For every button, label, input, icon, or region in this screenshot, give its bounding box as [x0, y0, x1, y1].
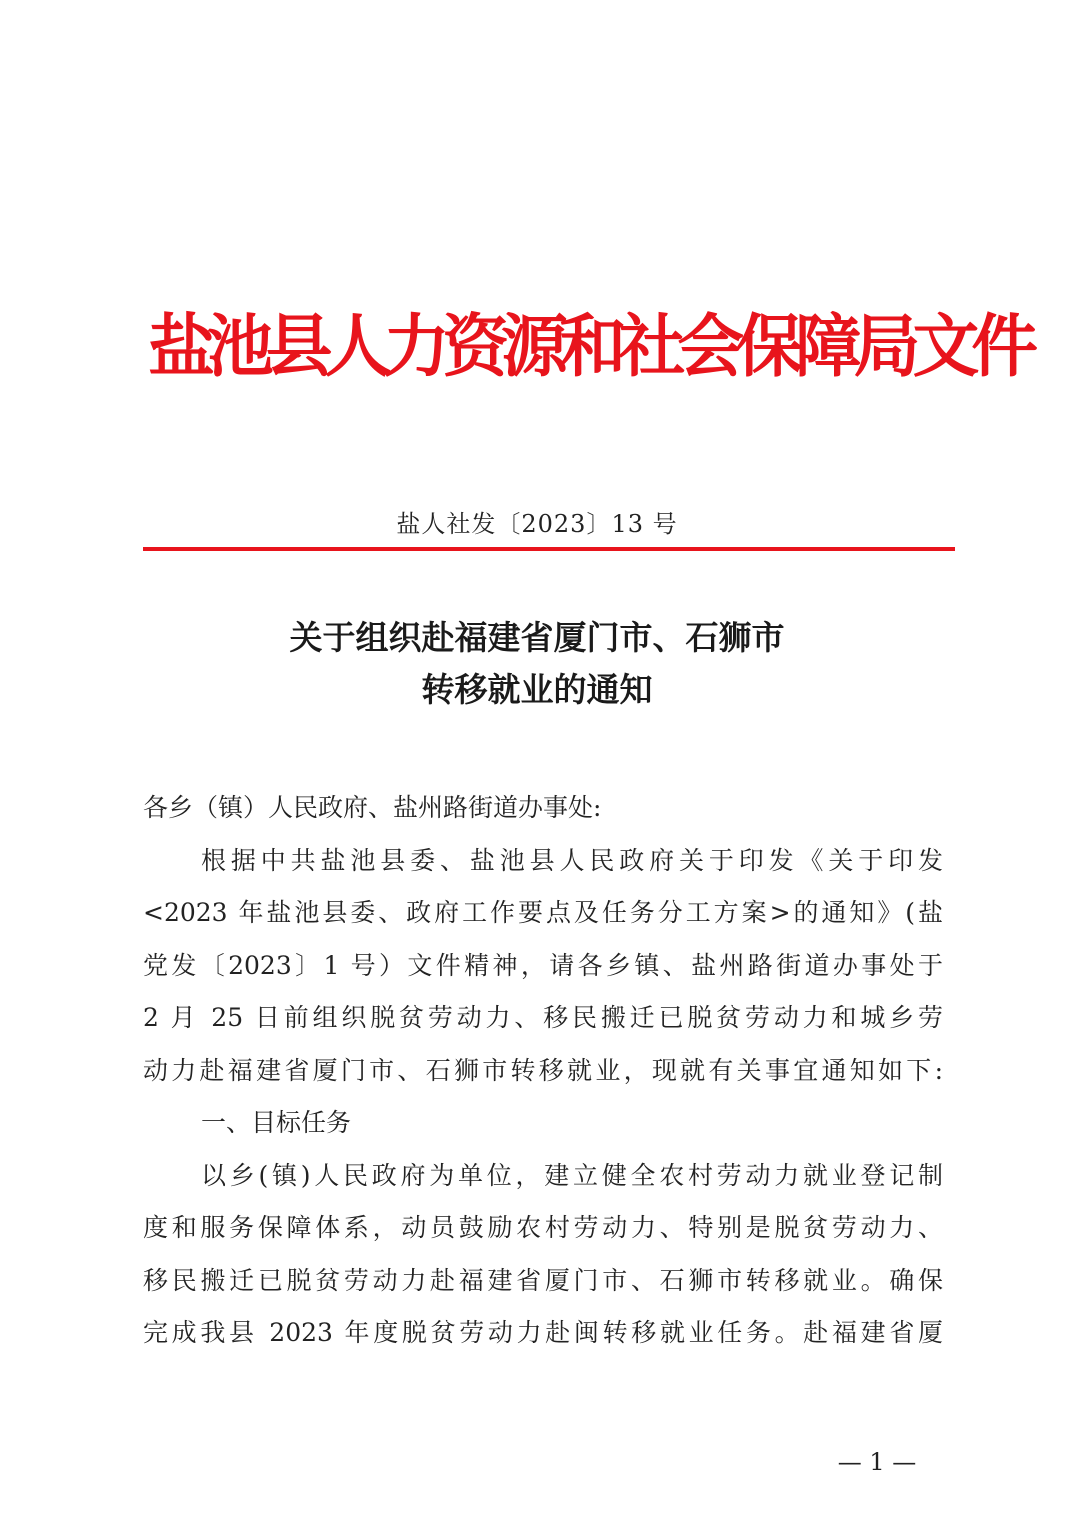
paragraph-1-line-2: <2023 年盐池县委、政府工作要点及任务分工方案>的通知》(盐 [143, 898, 943, 927]
paragraph-1-line-4: 2 月 25 日前组织脱贫劳动力、移民搬迁已脱贫劳动力和城乡劳 [143, 1003, 943, 1032]
document-issuer-header: 盐池县人力资源和社会保障局文件 [148, 308, 1031, 387]
paragraph-2-line-2: 度和服务保障体系，动员鼓励农村劳动力、特别是脱贫劳动力、 [143, 1213, 943, 1242]
section-heading-targets: 一、目标任务 [201, 1108, 352, 1137]
paragraph-2-line-4: 完成我县 2023 年度脱贫劳动力赴闽转移就业任务。赴福建省厦 [143, 1318, 943, 1347]
notice-title [0, 612, 1074, 716]
paragraph-1-line-1: 根据中共盐池县委、盐池县人民政府关于印发《关于印发 [201, 845, 943, 875]
notice-title-line-1: 关于组织赴福建省厦门市、石狮市 [289, 618, 785, 657]
paragraph-1-line-3: 党发〔2023〕1 号）文件精神，请各乡镇、盐州路街道办事处于 [143, 950, 943, 980]
salutation: 各乡（镇）人民政府、盐州路街道办事处: [143, 793, 602, 822]
page-number: — 1 — [837, 1448, 917, 1476]
notice-title-line-2: 转移就业的通知 [421, 670, 653, 709]
paragraph-2-line-1: 以乡(镇)人民政府为单位，建立健全农村劳动力就业登记制 [201, 1160, 943, 1190]
paragraph-1-line-5: 动力赴福建省厦门市、石狮市转移就业，现就有关事宜通知如下: [143, 1055, 943, 1085]
paragraph-2-line-3: 移民搬迁已脱贫劳动力赴福建省厦门市、石狮市转移就业。确保 [143, 1265, 943, 1295]
document-number: 盐人社发〔2023〕13 号 [396, 510, 678, 538]
document-body [143, 782, 943, 1360]
red-divider-line [143, 547, 955, 551]
